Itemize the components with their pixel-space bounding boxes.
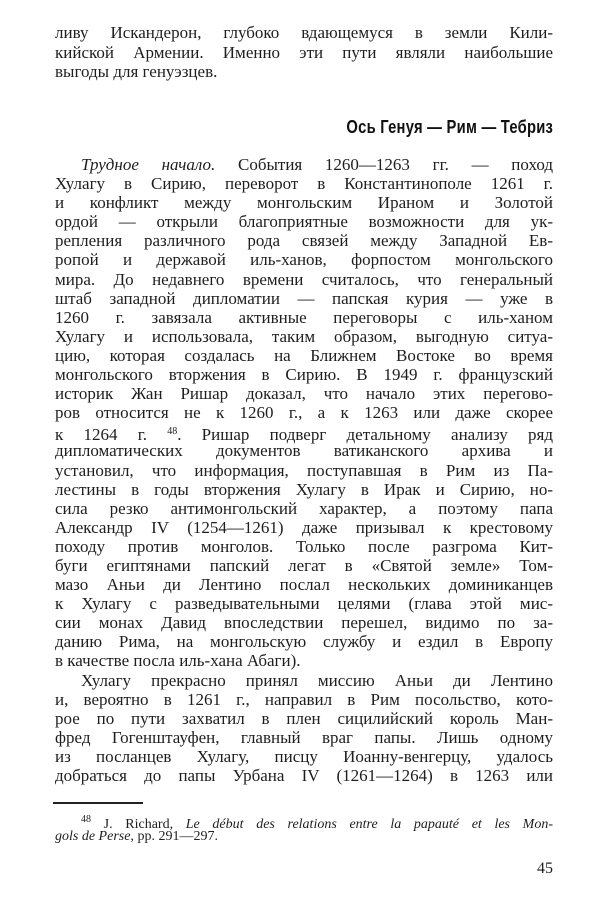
text-segment: Хулагу и использовала, таким образом, выгодную ситуа- xyxy=(55,326,553,346)
text-segment: сила резко антимонгольский характер, а поэтому папа xyxy=(55,498,553,518)
footnote-ref: 48 xyxy=(167,426,178,438)
text-segment: из посланцев Хулагу, писцу Иоанну-венгерцу, удалось xyxy=(55,746,553,766)
text-segment: фред Гогенштауфен, главный враг папы. Лишь одному xyxy=(55,727,553,747)
text-line xyxy=(55,174,553,193)
text-line xyxy=(55,499,553,518)
footnote-divider xyxy=(53,802,143,804)
text-segment: pp. 291—297. xyxy=(133,829,218,844)
text-line xyxy=(55,346,553,365)
text-segment: Хулагу прекрасно принял миссию Аньи ди Лентино xyxy=(81,670,553,690)
page-number: 45 xyxy=(537,860,553,877)
text-line xyxy=(55,308,553,327)
text-line xyxy=(55,728,553,747)
text-line xyxy=(55,613,553,632)
footnote xyxy=(55,811,553,845)
top-paragraph xyxy=(55,23,553,82)
text-line xyxy=(55,632,553,651)
text-segment: мира. До недавнего времени считалось, что генеральный xyxy=(55,269,553,289)
text-line xyxy=(55,575,553,594)
body-text xyxy=(55,155,553,785)
text-line xyxy=(55,811,553,832)
text-line xyxy=(55,441,553,460)
text-segment: цию, которая создалась на Ближнем Востоке во время xyxy=(55,345,553,365)
text-segment: походу против монголов. Только после разгрома Кит- xyxy=(55,536,553,556)
text-line xyxy=(55,690,553,709)
text-segment: ропой и державой иль-ханов, форпостом монгольского xyxy=(55,250,553,270)
text-line xyxy=(55,671,553,690)
text-segment: J. Richard, xyxy=(91,817,186,832)
text-line xyxy=(55,43,553,63)
text-segment: ров относится не к 1260 г., а к 1263 или даже скорее xyxy=(55,403,553,423)
text-line xyxy=(55,384,553,403)
text-line xyxy=(55,537,553,556)
text-segment: установил, что информация, поступавшая в Рим из Па- xyxy=(55,460,553,480)
text-segment: выгоды для генуэзцев. xyxy=(55,62,218,81)
text-segment: ливу Искандерон, глубоко вдающемуся в земли Кили- xyxy=(55,23,553,42)
text-segment: Трудное начало. xyxy=(81,155,216,174)
text-segment: монгольского вторжения в Сирию. В 1949 г. французский xyxy=(55,365,553,385)
text-segment: историк Жан Ришар доказал, что начало этих перегово- xyxy=(55,384,553,404)
text-line xyxy=(55,480,553,499)
text-segment: и конфликт между монгольским Ираном и Золотой xyxy=(55,193,553,213)
text-segment: репления различного рода связей между Западной Ев- xyxy=(55,231,553,251)
text-line xyxy=(55,23,553,43)
text-segment: Хулагу в Сирию, переворот в Константинополе 1261 г. xyxy=(55,174,553,194)
text-segment: gols de Perse, xyxy=(55,829,134,844)
text-line xyxy=(55,365,553,384)
footnote-ref: 48 xyxy=(81,814,91,825)
text-line xyxy=(55,155,553,174)
text-segment: буги египтянами папский легат в «Святой земле» Том- xyxy=(55,555,553,575)
text-line xyxy=(55,250,553,269)
text-line xyxy=(55,403,553,422)
text-line xyxy=(55,231,553,250)
text-segment: Le début des relations entre la papauté et les Mon- xyxy=(185,817,553,832)
text-line xyxy=(55,461,553,480)
text-segment: в качестве посла иль-хана Абаги). xyxy=(55,651,301,671)
text-segment: сии монах Давид впоследствии перешел, видимо по за- xyxy=(55,613,553,633)
text-line xyxy=(55,289,553,308)
text-segment: штаб западной дипломатии — папская курия — уже в xyxy=(55,288,553,308)
text-line xyxy=(55,270,553,289)
section-heading: Ось Генуя — Рим — Тебриз xyxy=(346,117,553,137)
text-segment: дипломатических документов ватиканского архива и xyxy=(55,441,553,461)
text-segment: добраться до папы Урбана IV (1261—1264) в 1263 или xyxy=(55,766,553,785)
text-line xyxy=(55,594,553,613)
text-segment: Александр IV (1254—1261) даже призывал к крестовому xyxy=(55,517,553,537)
text-line xyxy=(55,327,553,346)
text-segment: мазо Аньи ди Лентино послал нескольких доминиканцев xyxy=(55,575,553,595)
text-segment: . Ришар подверг детальному анализу ряд xyxy=(177,425,553,445)
text-line xyxy=(55,709,553,728)
text-line xyxy=(55,62,553,82)
text-segment: рое по пути захватил в плен сицилийский король Ман- xyxy=(55,708,553,728)
text-line xyxy=(55,766,553,785)
text-segment: и, вероятно в 1261 г., направил в Рим посольство, кото- xyxy=(55,689,553,709)
text-segment: События 1260—1263 гг. — поход xyxy=(215,155,553,174)
text-segment: 1260 г. завязала активные переговоры с иль-ханом xyxy=(55,307,553,327)
text-line xyxy=(55,747,553,766)
text-segment: лестины в годы вторжения Хулагу в Ирак и Сирию, но- xyxy=(55,479,553,499)
text-line xyxy=(55,556,553,575)
text-line xyxy=(55,422,553,445)
text-line xyxy=(55,212,553,231)
text-segment: к 1264 г. xyxy=(55,425,168,445)
text-segment: данию Рима, на монгольскую службу и ездил в Европу xyxy=(55,632,553,652)
text-segment: кийской Армении. Именно эти пути являли наибольшие xyxy=(55,42,553,62)
text-line xyxy=(55,518,553,537)
text-segment: ордой — открыли благоприятные возможности для ук- xyxy=(55,212,553,232)
text-line xyxy=(55,651,553,670)
text-line xyxy=(55,193,553,212)
text-segment: к Хулагу с разведывательными целями (глава этой мис- xyxy=(55,594,553,614)
